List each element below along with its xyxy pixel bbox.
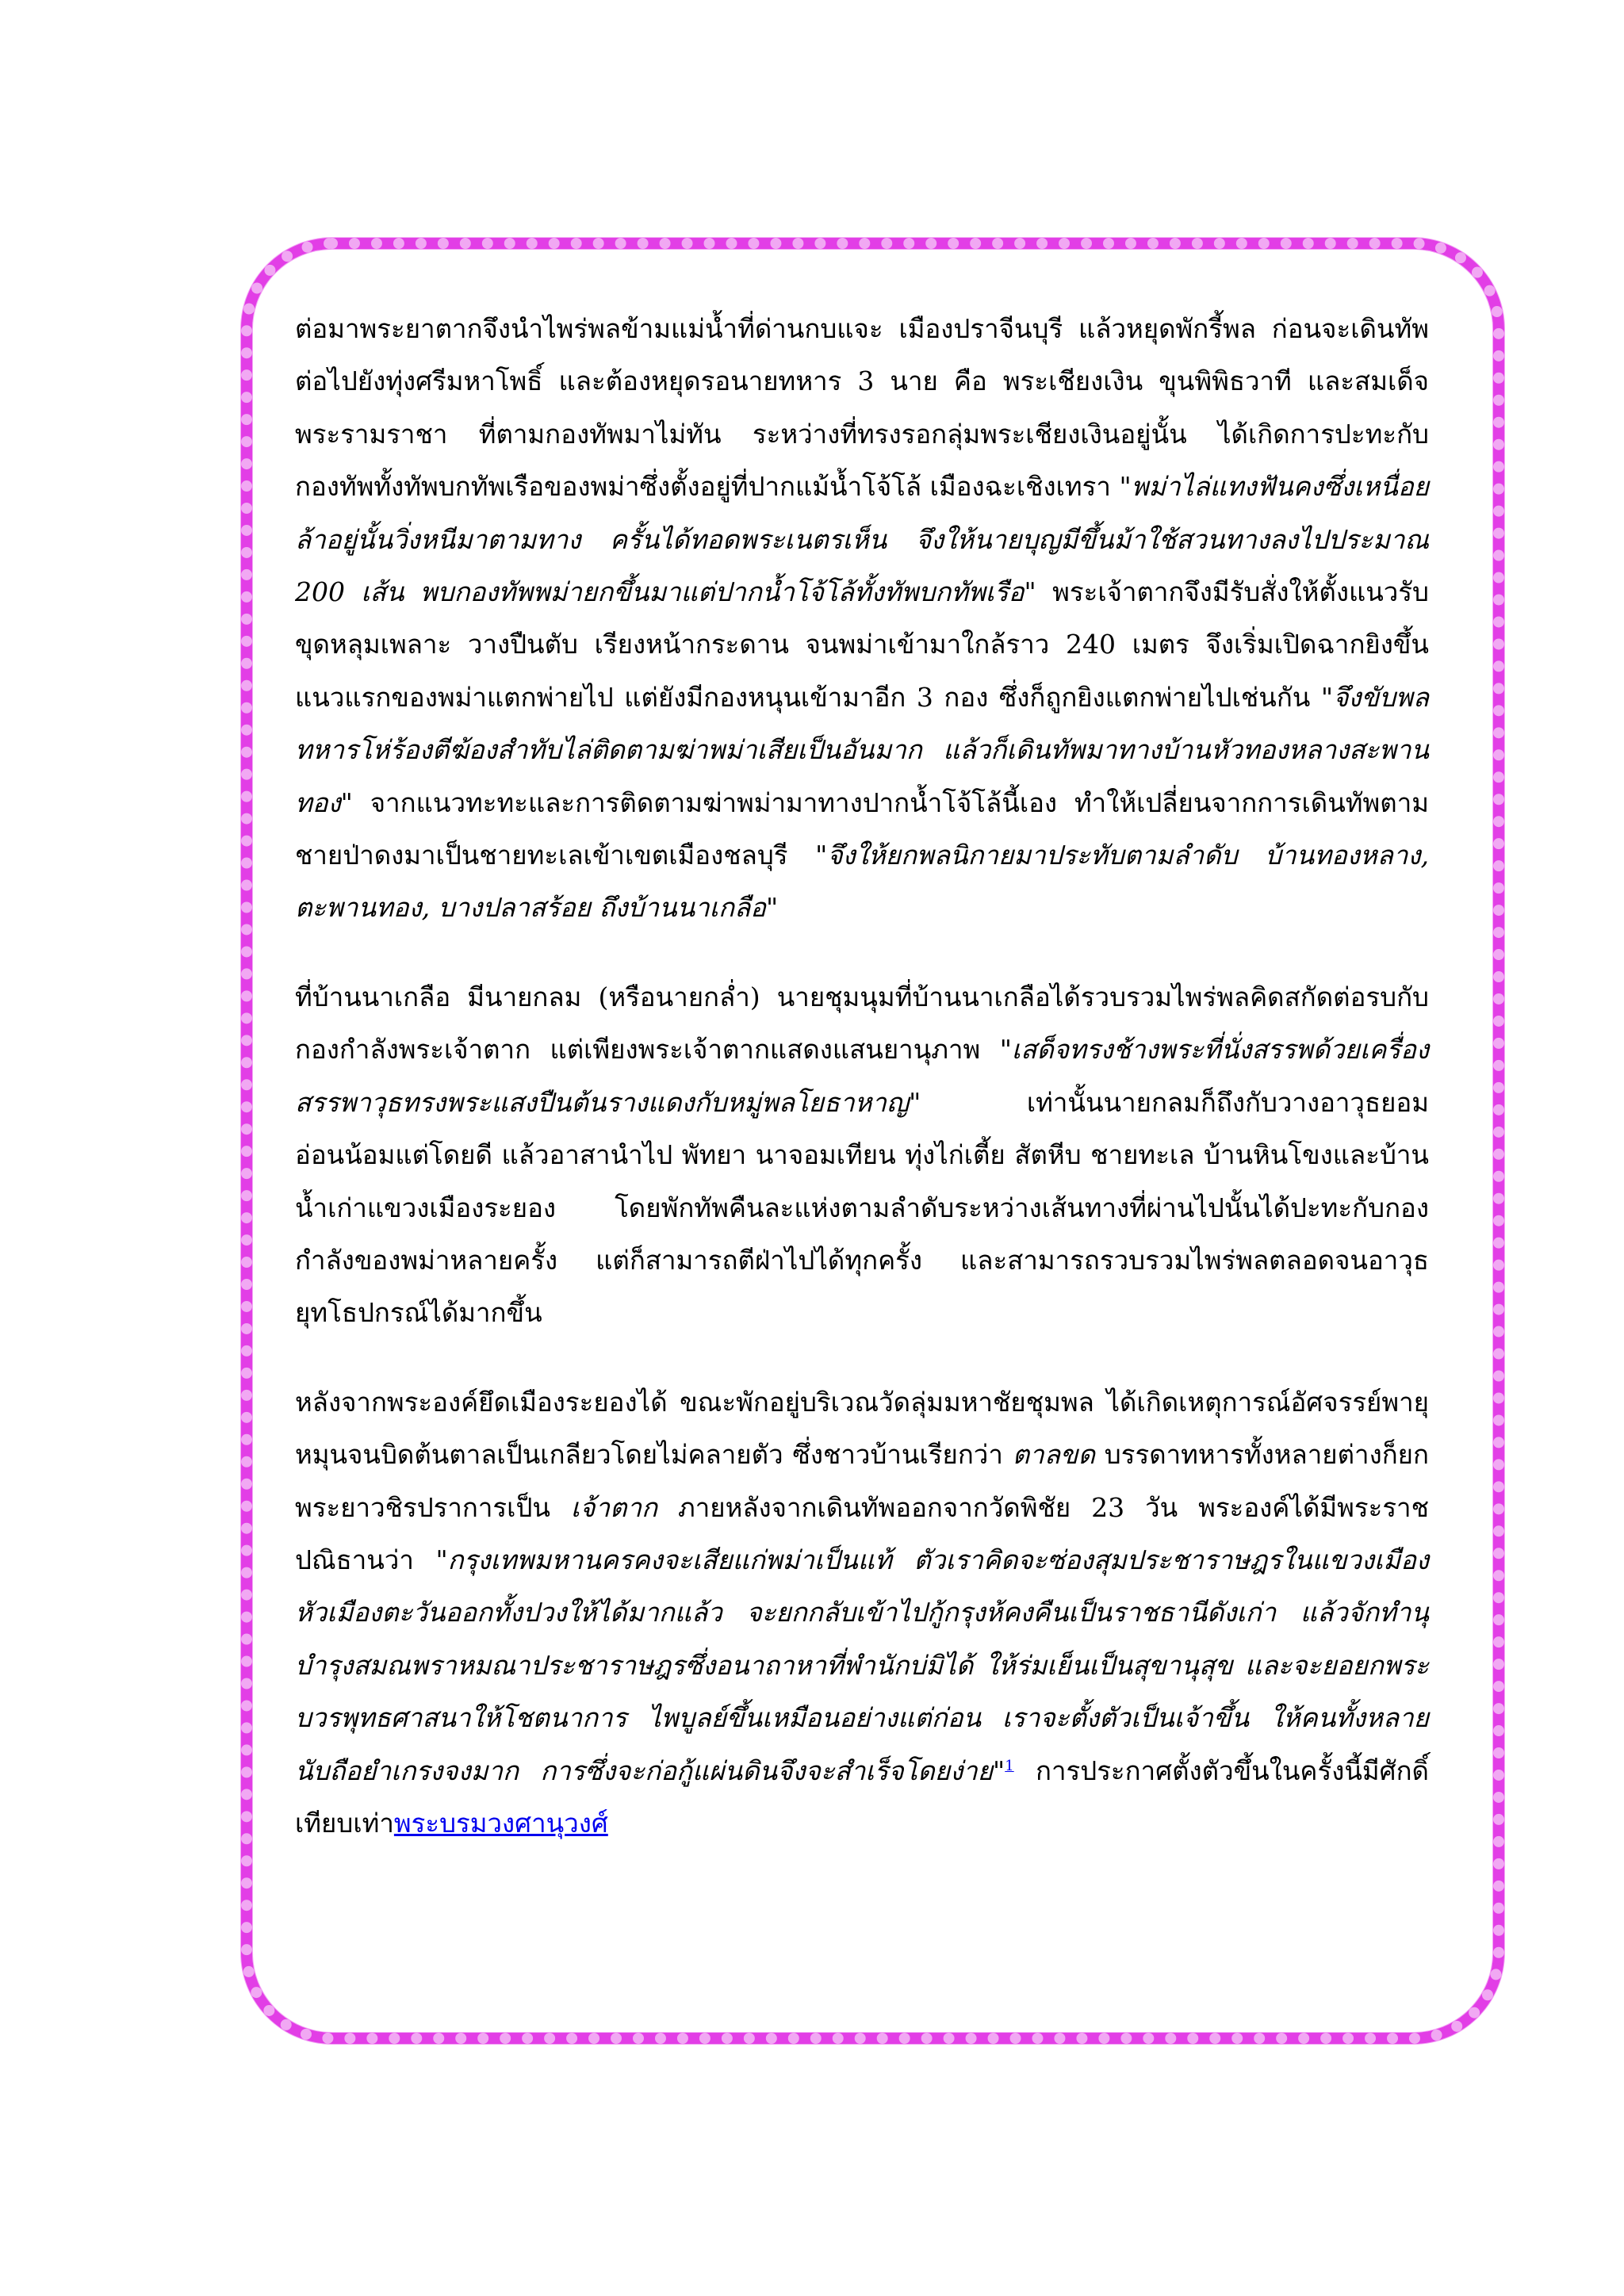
paragraph-2 [295,971,1429,1340]
quote-italic: "กรุงเทพมหานครคงจะเสียแก่พม่าเป็นแท้ ตัวเราคิดจะซ่องสุมประชาราษฎรในแขวงเมืองหัวเมืองตะวันออกทั้งปวงให้ได้มากแล้ว จะยกกลับเข้าไปกู้กรุงห้คงคืนเป็นราชธานีดังเก่า แล้วจักทำนุบำรุงสมณพราหมณาประชาราษฎรซึ่งอนาถาหาที่พำนักบ่มิได้ ให้ร่มเย็นเป็นสุขานุสุข และจะยอยกพระบวรพุทธศาสนาให้โชตนาการ ไพบูลย์ขึ้นเหมือนอย่างแต่ก่อน เราจะตั้งตัวเป็นเจ้าขึ้น ให้คนทั้งหลายนับถือยำเกรงจงมาก การซึ่งจะก่อกู้แผ่นดินจึงจะสำเร็จโดยง่าย" [295,1544,1429,1786]
text-segment: เท่านั้นนายกลมก็ถึงกับวางอาวุธยอมอ่อนน้อมแต่โดยดี แล้วอาสานำไป พัทยา นาจอมเทียน ทุ่งไก่เตี้ย สัตหีบ ชายทะเล บ้านหินโขงและบ้านน้ำเก่าแขวงเมืองระยอง โดยพักทัพคืนละแห่งตามลำดับระหว่างเส้นทางที่ผ่านไปนั้นได้ปะทะกับกองกำลังของพม่าหลายครั้ง แต่ก็สามารถตีฝ่าไปได้ทุกครั้ง และสามารถรวบรวมไพร่พลตลอดจนอาวุธยุทโธปกรณ์ได้มากขึ้น [295,1086,1429,1329]
paragraph-3 [295,1376,1429,1850]
quote-italic: "จึงให้ยกพลนิกายมาประทับตามลำดับ บ้านทองหลาง, ตะพานทอง, บางปลาสร้อย ถึงบ้านนาเกลือ" [295,840,1429,924]
footnote-link[interactable]: 1 [1005,1757,1014,1774]
hyperlink-royal-family[interactable]: พระบรมวงศานุวงศ์ [393,1807,608,1839]
text-segment: พระเจ้าตากจึงมีรับสั่งให้ตั้งแนวรับ ขุดหลุมเพลาะ วางปืนตับ เรียงหน้ากระดาน จนพม่าเข้ามาใกล้ราว 240 เมตร จึงเริ่มเปิดฉากยิงขึ้น แนวแรกของพม่าแตกพ่ายไป แต่ยังมีกองหนุนเข้ามาอีก 3 กอง ซึ่งก็ถูกยิงแตกพ่ายไปเช่นกัน [295,576,1429,713]
text-segment: ที่บ้านนาเกลือ มีนายกลม (หรือนายกล่ำ) นายชุมนุมที่บ้านนาเกลือได้รวบรวมไพร่พลคิดสกัดต่อรบกับกองกำลังพระเจ้าตาก แต่เพียงพระเจ้าตากแสดงแสนยานุภาพ [295,981,1429,1066]
quote-italic: "เสด็จทรงช้างพระที่นั่งสรรพด้วยเครื่องสรรพาวุธทรงพระแสงปืนต้นรางแดงกับหมู่พลโยธาหาญ" [295,1034,1429,1118]
text-segment: จากแนวทะทะและการติดตามฆ่าพม่ามาทางปากน้ำโจ้โล้นี้เอง ทำให้เปลี่ยนจากการเดินทัพตามชายป่าดงมาเป็นชายทะเลเข้าเขตเมืองชลบุรี [295,786,1429,871]
text-segment: ต่อมาพระยาตากจึงนำไพร่พลข้ามแม่น้ำที่ด่านกบแจะ เมืองปราจีนบุรี แล้วหยุดพักรี้พล ก่อนจะเดินทัพต่อไปยังทุ่งศรีมหาโพธิ์ และต้องหยุดรอนายทหาร 3 นาย คือ พระเชียงเงิน ขุนพิพิธวาที และสมเด็จพระรามราชา ที่ตามกองทัพมาไม่ทัน ระหว่างที่ทรงรอกลุ่มพระเชียงเงินอยู่นั้น ได้เกิดการปะทะกับกองทัพทั้งทัพบกทัพเรือของพม่าซึ่งตั้งอยู่ที่ปากแม้น้ำโจ้โล้ เมืองฉะเชิงเทรา [295,313,1429,503]
text-segment: การประกาศตั้งตัวขึ้นในครั้งนี้มีศักดิ์เทียบเท่า [295,1755,1429,1839]
quote-italic: "จึงขับพลทหารโห่ร้องตีฆ้องสำทับไล่ติดตามฆ่าพม่าเสียเป็นอันมาก แล้วก็เดินทัพมาทางบ้านหัวทองหลางสะพานทอง" [295,681,1429,818]
term-italic: ตาลขด [1012,1439,1095,1471]
text-body [295,303,1429,1850]
text-segment: ภายหลังจากเดินทัพออกจากวัดพิชัย 23 วัน พระองค์ได้มีพระราชปณิธานว่า [295,1491,1429,1575]
text-segment: บรรดาทหารทั้งหลายต่างก็ยกพระยาวชิรปราการเป็น [295,1439,1429,1523]
quote-italic: "พม่าไล่แทงฟันคงซึ่งเหนื่อยล้าอยู่นั้นวิ่งหนีมาตามทาง ครั้นได้ทอดพระเนตรเห็น จึงให้นายบุญมีขึ้นม้าใช้สวนทางลงไปประมาณ 200 เส้น พบกองทัพพม่ายกขึ้นมาแต่ปากน้ำโจ้โล้ทั้งทัพบกทัพเรือ" [295,471,1429,608]
term-italic: เจ้าตาก [570,1491,657,1523]
paragraph-1 [295,303,1429,935]
text-segment: หลังจากพระองค์ยึดเมืองระยองได้ ขณะพักอยู่บริเวณวัดลุ่มมหาชัยชุมพล ได้เกิดเหตุการณ์อัศจรรย์พายุหมุนจนบิดต้นตาลเป็นเกลียวโดยไม่คลายตัว ซึ่งชาวบ้านเรียกว่า [295,1386,1429,1471]
